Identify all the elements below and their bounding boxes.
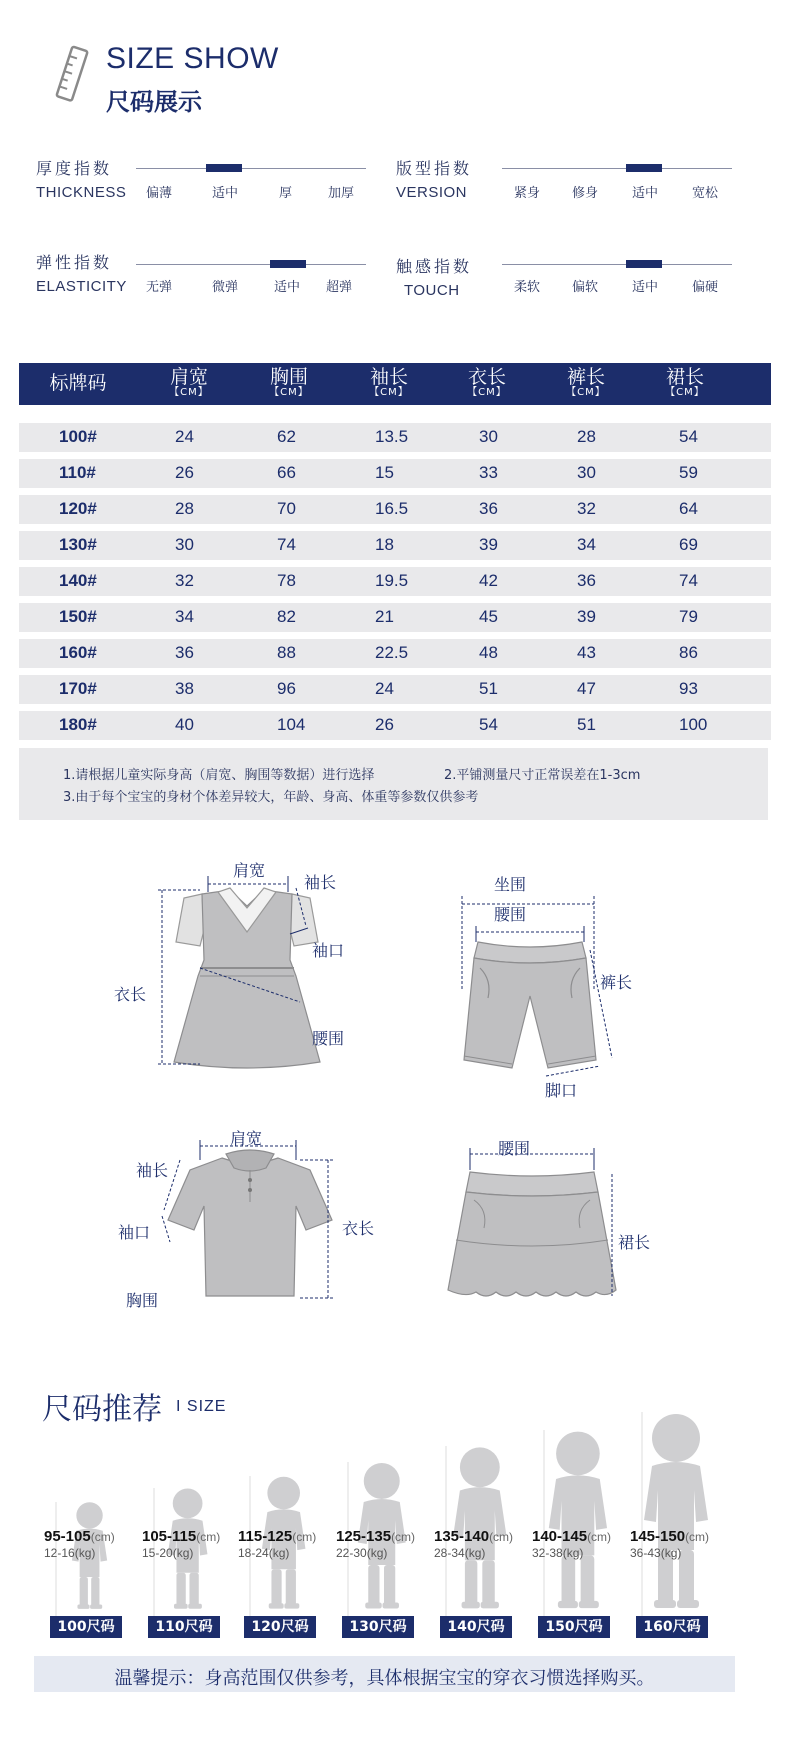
table-row: [19, 639, 771, 668]
table-cell: 32: [577, 499, 596, 518]
weight-range: [44, 1546, 95, 1560]
table-cell: 43: [577, 643, 596, 662]
table-row: [19, 675, 771, 704]
table-header-cell: [33, 373, 123, 393]
shorts-hem-label: 脚口: [545, 1081, 578, 1100]
table-cell: 47: [577, 679, 596, 698]
header-unit: 【CM】: [665, 387, 705, 398]
height-range: [44, 1528, 115, 1545]
table-cell: 24: [175, 427, 194, 446]
table-cell: 30: [479, 427, 498, 446]
skirt-length-label: 裙长: [618, 1233, 651, 1252]
table-cell: 42: [479, 571, 498, 590]
table-cell: 34: [175, 607, 194, 626]
tip-text: 温馨提示：身高范围仅供参考，具体根据宝宝的穿衣习惯选择购买。: [114, 1668, 655, 1689]
table-cell: 19.5: [375, 571, 409, 590]
table-cell: 16.5: [375, 499, 409, 518]
thickness-option: 偏薄: [146, 186, 173, 201]
header-label: 肩宽: [169, 366, 208, 388]
touch-option: 柔软: [514, 280, 541, 295]
height-value: 140-145: [532, 1528, 588, 1545]
elasticity-label-cn: 弹性指数: [36, 253, 113, 272]
table-header-cell: [546, 367, 626, 399]
height-unit: (cm): [587, 1530, 612, 1544]
height-value: 145-150: [630, 1528, 686, 1545]
table-cell: 36: [577, 571, 596, 590]
recommend-title: 尺码推荐: [42, 1392, 162, 1427]
height-value: 135-140: [434, 1528, 490, 1545]
weight-unit: (kg): [464, 1546, 486, 1560]
recommend-subtitle: I SIZE: [176, 1398, 227, 1415]
size-badge: 120尺码: [244, 1616, 316, 1638]
table-row: [19, 423, 771, 452]
weight-unit: (kg): [172, 1546, 194, 1560]
page-title-en: SIZE SHOW: [106, 42, 279, 75]
touch-label-en: TOUCH: [404, 282, 460, 299]
elasticity-option: 微弹: [212, 280, 239, 295]
weight-value: 22-30: [336, 1546, 367, 1560]
polo-chest-label: 胸围: [126, 1291, 159, 1310]
version-option: 宽松: [692, 186, 719, 201]
weight-value: 36-43: [630, 1546, 661, 1560]
height-value: 95-105: [44, 1528, 91, 1545]
weight-unit: (kg): [366, 1546, 388, 1560]
size-badge: 130尺码: [342, 1616, 414, 1638]
thickness-option: 加厚: [328, 186, 355, 201]
table-header-cell: [149, 367, 229, 399]
touch-label-cn: 触感指数: [396, 257, 473, 276]
table-row: [19, 531, 771, 560]
header-unit: 【CM】: [369, 387, 409, 398]
size-table-header: [19, 363, 771, 405]
table-cell: 38: [175, 679, 194, 698]
dress-shoulder-label: 肩宽: [233, 861, 266, 880]
table-cell: 24: [375, 679, 394, 698]
height-unit: (cm): [292, 1530, 317, 1544]
height-range: [336, 1528, 415, 1545]
table-cell: 48: [479, 643, 498, 662]
table-cell: 86: [679, 643, 698, 662]
touch-option: 适中: [632, 280, 659, 295]
table-cell: 28: [577, 427, 596, 446]
ruler-icon: [50, 44, 96, 104]
polo-shoulder-label: 肩宽: [230, 1129, 263, 1148]
table-cell: 51: [479, 679, 498, 698]
dress-cuff-label: 袖口: [312, 941, 345, 960]
thickness-label-cn: 厚度指数: [36, 159, 113, 178]
weight-unit: (kg): [268, 1546, 290, 1560]
weight-value: 28-34: [434, 1546, 465, 1560]
table-cell: 79: [679, 607, 698, 626]
table-header-cell: [249, 367, 329, 399]
table-cell: 170#: [59, 679, 97, 698]
table-cell: 39: [577, 607, 596, 626]
height-value: 115-125: [238, 1528, 293, 1545]
table-cell: 110#: [59, 463, 96, 482]
elasticity-scale: [136, 264, 366, 265]
elasticity-option: 适中: [274, 280, 301, 295]
note-1: 1.请根据儿童实际身高（肩宽、胸围等数据）进行选择: [63, 768, 375, 783]
header-label: 标牌码: [49, 372, 107, 394]
table-cell: 59: [679, 463, 698, 482]
header-label: 裤长: [566, 366, 605, 388]
weight-unit: (kg): [74, 1546, 96, 1560]
polo-illustration: [150, 1130, 350, 1305]
weight-value: 18-24: [238, 1546, 269, 1560]
height-unit: (cm): [391, 1530, 416, 1544]
thickness-option: 适中: [212, 186, 239, 201]
version-option: 适中: [632, 186, 659, 201]
version-option: 修身: [572, 186, 599, 201]
touch-marker: [626, 260, 662, 268]
version-label-en: VERSION: [396, 184, 468, 201]
table-cell: 36: [479, 499, 498, 518]
table-header-cell: [645, 367, 725, 399]
height-range: [238, 1528, 316, 1545]
table-row: [19, 711, 771, 740]
size-badge: 150尺码: [538, 1616, 610, 1638]
kid-silhouette: [44, 1500, 134, 1620]
table-cell: 100: [679, 715, 708, 734]
table-cell: 26: [175, 463, 194, 482]
table-cell: 28: [175, 499, 194, 518]
polo-length-label: 衣长: [342, 1219, 375, 1238]
note-3: 3.由于每个宝宝的身材个体差异较大，年龄、身高、体重等参数仅供参考: [63, 790, 479, 805]
weight-range: [434, 1546, 485, 1560]
table-cell: 51: [577, 715, 596, 734]
table-cell: 93: [679, 679, 698, 698]
header-unit: 【CM】: [269, 387, 309, 398]
table-cell: 13.5: [375, 427, 409, 446]
size-badge: 160尺码: [636, 1616, 708, 1638]
touch-option: 偏软: [572, 280, 599, 295]
thickness-option: 厚: [279, 186, 293, 201]
elasticity-option: 无弹: [146, 280, 173, 295]
dress-length-label: 衣长: [114, 985, 147, 1004]
table-cell: 70: [277, 499, 296, 518]
size-badge: 100尺码: [50, 1616, 122, 1638]
size-badge: 140尺码: [440, 1616, 512, 1638]
skirt-illustration: [440, 1140, 630, 1310]
height-range: [142, 1528, 220, 1545]
header-unit: 【CM】: [566, 387, 606, 398]
elasticity-option: 超弹: [326, 280, 353, 295]
table-header-cell: [349, 367, 429, 399]
thickness-label-en: THICKNESS: [36, 184, 127, 201]
page-title-cn: 尺码展示: [106, 88, 202, 116]
table-cell: 160#: [59, 643, 97, 662]
size-badge: 110尺码: [148, 1616, 220, 1638]
table-cell: 34: [577, 535, 596, 554]
table-cell: 140#: [59, 571, 97, 590]
table-cell: 100#: [59, 427, 97, 446]
notes-box: [19, 748, 768, 820]
table-cell: 120#: [59, 499, 97, 518]
version-option: 紧身: [514, 186, 541, 201]
table-cell: 30: [577, 463, 596, 482]
table-cell: 22.5: [375, 643, 409, 662]
table-row: [19, 495, 771, 524]
table-row: [19, 459, 771, 488]
table-cell: 39: [479, 535, 498, 554]
table-cell: 74: [277, 535, 296, 554]
table-cell: 150#: [59, 607, 97, 626]
table-cell: 88: [277, 643, 296, 662]
polo-cuff-label: 袖口: [118, 1223, 151, 1242]
shorts-hip-label: 坐围: [494, 875, 527, 894]
table-cell: 15: [375, 463, 394, 482]
table-cell: 69: [679, 535, 698, 554]
table-row: [19, 603, 771, 632]
height-unit: (cm): [196, 1530, 221, 1544]
weight-range: [630, 1546, 681, 1560]
skirt-waist-label: 腰围: [498, 1139, 531, 1158]
dress-sleeve-label: 袖长: [304, 873, 337, 892]
header-unit: 【CM】: [169, 387, 209, 398]
table-cell: 40: [175, 715, 194, 734]
weight-unit: (kg): [660, 1546, 682, 1560]
table-cell: 36: [175, 643, 194, 662]
version-scale: [502, 168, 732, 169]
table-cell: 54: [679, 427, 698, 446]
weight-value: 32-38: [532, 1546, 563, 1560]
height-range: [630, 1528, 709, 1545]
header-unit: 【CM】: [467, 387, 507, 398]
height-unit: (cm): [489, 1530, 514, 1544]
table-cell: 130#: [59, 535, 97, 554]
table-cell: 104: [277, 715, 306, 734]
weight-unit: (kg): [562, 1546, 584, 1560]
table-cell: 62: [277, 427, 296, 446]
elasticity-marker: [270, 260, 306, 268]
table-cell: 21: [375, 607, 394, 626]
table-cell: 33: [479, 463, 498, 482]
weight-range: [336, 1546, 387, 1560]
dress-waist-label: 腰围: [312, 1029, 345, 1048]
header-label: 衣长: [467, 366, 506, 388]
table-cell: 45: [479, 607, 498, 626]
height-value: 125-135: [336, 1528, 392, 1545]
table-cell: 78: [277, 571, 296, 590]
header-label: 胸围: [269, 366, 308, 388]
kid-silhouette: [532, 1428, 622, 1620]
header-label: 袖长: [369, 366, 408, 388]
table-row: [19, 567, 771, 596]
weight-range: [238, 1546, 289, 1560]
shorts-length-label: 裤长: [600, 973, 633, 992]
thickness-marker: [206, 164, 242, 172]
kid-silhouette: [630, 1410, 720, 1620]
table-header-cell: [447, 367, 527, 399]
table-cell: 74: [679, 571, 698, 590]
weight-value: 15-20: [142, 1546, 173, 1560]
weight-value: 12-16: [44, 1546, 75, 1560]
height-value: 105-115: [142, 1528, 197, 1545]
elasticity-label-en: ELASTICITY: [36, 278, 127, 295]
table-cell: 54: [479, 715, 498, 734]
touch-option: 偏硬: [692, 280, 719, 295]
table-cell: 30: [175, 535, 194, 554]
version-label-cn: 版型指数: [396, 159, 473, 178]
table-cell: 82: [277, 607, 296, 626]
version-marker: [626, 164, 662, 172]
table-cell: 32: [175, 571, 194, 590]
table-cell: 96: [277, 679, 296, 698]
height-range: [532, 1528, 611, 1545]
note-2: 2.平铺测量尺寸正常误差在1-3cm: [444, 768, 641, 783]
thickness-scale: [136, 168, 366, 169]
table-cell: 66: [277, 463, 296, 482]
touch-scale: [502, 264, 732, 265]
weight-range: [532, 1546, 583, 1560]
header-label: 裙长: [665, 366, 704, 388]
shorts-waist-label: 腰围: [494, 905, 527, 924]
table-cell: 180#: [59, 715, 97, 734]
table-cell: 64: [679, 499, 698, 518]
table-cell: 18: [375, 535, 394, 554]
polo-sleeve-label: 袖长: [136, 1161, 169, 1180]
height-range: [434, 1528, 513, 1545]
height-unit: (cm): [685, 1530, 710, 1544]
table-cell: 26: [375, 715, 394, 734]
height-unit: (cm): [90, 1530, 115, 1544]
weight-range: [142, 1546, 193, 1560]
